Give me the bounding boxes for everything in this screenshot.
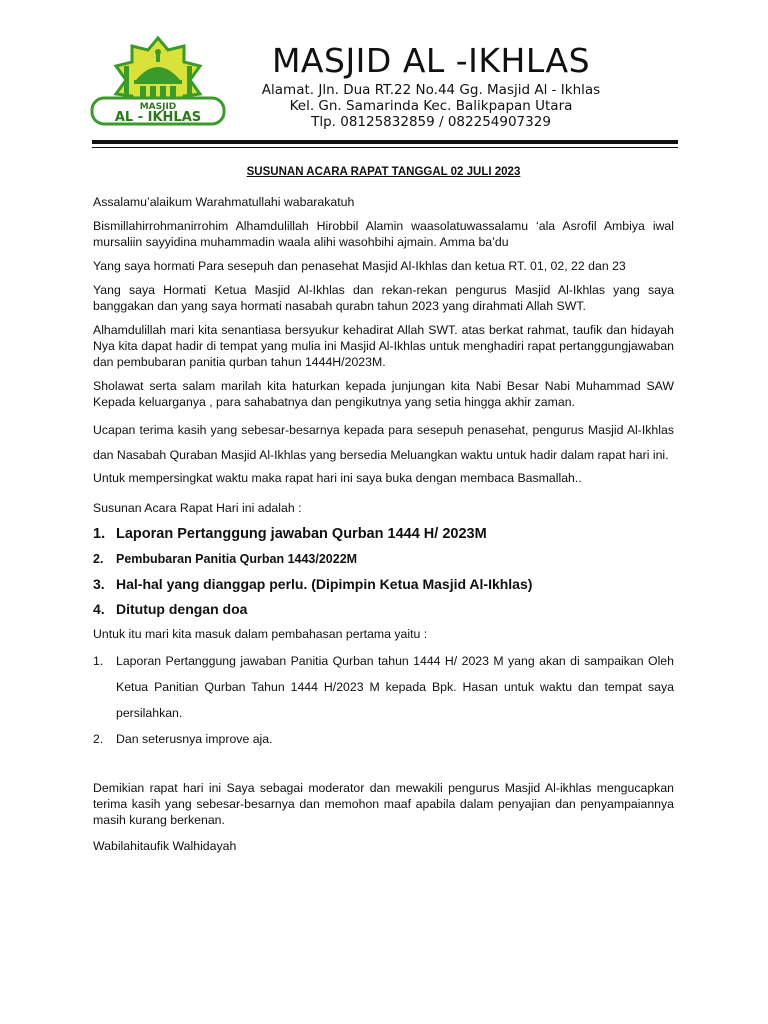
list-number: 1. bbox=[93, 526, 106, 542]
paragraph-opening: Bismillahirrohmanirrohim Alhamdulillah Hirobbil Alamin waasolatuwassalamu ‘ala Asrofil Ambiya iwal mursaliin sayyidina muhammadin waala alihi wasohbihi ajmain. Amma ba’du bbox=[93, 219, 674, 249]
list-text: Dan seterusnya improve aja. bbox=[116, 732, 273, 746]
paragraph-respect-elders: Yang saya hormati Para sesepuh dan penasehat Masjid Al-Ikhlas dan ketua RT. 01, 02, 22 dan 23 bbox=[93, 259, 626, 273]
document-heading: SUSUNAN ACARA RAPAT TANGGAL 02 JULI 2023 bbox=[246, 166, 521, 178]
address-line-1: Alamat. Jln. Dua RT.22 No.44 Gg. Masjid Al - Ikhlas bbox=[261, 82, 601, 98]
document-body bbox=[93, 164, 674, 862]
discussion-intro: Untuk itu mari kita masuk dalam pembahasan pertama yaitu : bbox=[93, 627, 428, 641]
list-number: 3. bbox=[93, 576, 105, 592]
list-item bbox=[93, 601, 674, 617]
header-divider-thin bbox=[92, 147, 678, 148]
paragraph-thanks: Ucapan terima kasih yang sebesar-besarnya kepada para sesepuh penasehat, pengurus Masjid Al-Ikhlas dan Nasabah Quraban Masjid Al-Ikhlas yang bersedia Meluangkan waktu untuk hadir dalam rapat hari ini. bbox=[93, 423, 674, 462]
list-text: Pembubaran Panitia Qurban 1443/2022M bbox=[116, 552, 358, 566]
list-number: 1. bbox=[93, 654, 104, 668]
header-divider-thick bbox=[92, 140, 678, 144]
phone-line: Tlp. 08125832859 / 082254907329 bbox=[311, 114, 551, 130]
paragraph-open-meeting: Untuk mempersingkat waktu maka rapat hari ini saya buka dengan membaca Basmallah.. bbox=[93, 471, 582, 485]
logo-text-line1: MASJID bbox=[139, 102, 177, 112]
agenda-intro: Susunan Acara Rapat Hari ini adalah : bbox=[93, 501, 302, 515]
list-number: 2. bbox=[93, 552, 104, 566]
list-number: 2. bbox=[93, 732, 104, 746]
paragraph-greeting: Assalamu’alaikum Warahmatullahi wabarakatuh bbox=[93, 195, 355, 209]
list-item bbox=[93, 576, 674, 592]
list-text: Laporan Pertanggung jawaban Panitia Qurban tahun 1444 H/ 2023 M yang akan di sampaikan Oleh Ketua Panitian Qurban Tahun 1444 H/2023 M kepada Bpk. Hasan untuk waktu dan tempat saya persilahkan. bbox=[116, 654, 674, 720]
list-text: Ditutup dengan doa bbox=[116, 601, 248, 617]
logo-text-line2: AL - IKHLAS bbox=[114, 110, 202, 125]
signoff: Wabilahitaufik Walhidayah bbox=[93, 839, 237, 853]
mosque-title: MASJID AL -IKHLAS bbox=[271, 41, 591, 80]
list-item bbox=[93, 526, 674, 542]
list-text: Laporan Pertanggung jawaban Qurban 1444 H/ 2023M bbox=[116, 526, 487, 542]
paragraph-sholawat: Sholawat serta salam marilah kita haturkan kepada junjungan kita Nabi Besar Nabi Muhammad SAW Kepada keluarganya , para sahabatnya dan pengikutnya yang setia hingga akhir zaman. bbox=[93, 379, 674, 409]
mosque-logo bbox=[88, 36, 228, 128]
list-text: Hal-hal yang dianggap perlu. (Dipimpin Ketua Masjid Al-Ikhlas) bbox=[116, 576, 533, 592]
list-item bbox=[93, 726, 674, 752]
paragraph-gratitude: Alhamdulillah mari kita senantiasa bersyukur kehadirat Allah SWT. atas berkat rahmat, taufik dan hidayah Nya kita dapat hadir di tempat yang mulia ini Masjid Al-Ikhlas untuk menghadiri rapat pertanggungjawaban dan pembubaran panitia qurban tahun 1444H/2023M. bbox=[93, 323, 674, 369]
paragraph-respect-committee: Yang saya Hormati Ketua Masjid Al-Ikhlas dan rekan-rekan pengurus Masjid Al-Ikhlas yang saya banggakan dan yang saya hormati nasabah qurabn tahun 2023 yang dirahmati Allah SWT. bbox=[93, 283, 674, 313]
closing-paragraph: Demikian rapat hari ini Saya sebagai moderator dan mewakili pengurus Masjid Al-ikhlas mengucapkan terima kasih yang sebesar-besarnya dan memohon maaf apabila dalam penyajian dan penyampaiannya masih kurang berkenan. bbox=[93, 781, 674, 827]
agenda-list bbox=[93, 526, 674, 617]
list-item bbox=[93, 551, 674, 567]
discussion-list bbox=[93, 648, 674, 752]
address-line-2: Kel. Gn. Samarinda Kec. Balikpapan Utara bbox=[289, 98, 573, 114]
list-item bbox=[93, 648, 674, 726]
list-number: 4. bbox=[93, 601, 105, 617]
